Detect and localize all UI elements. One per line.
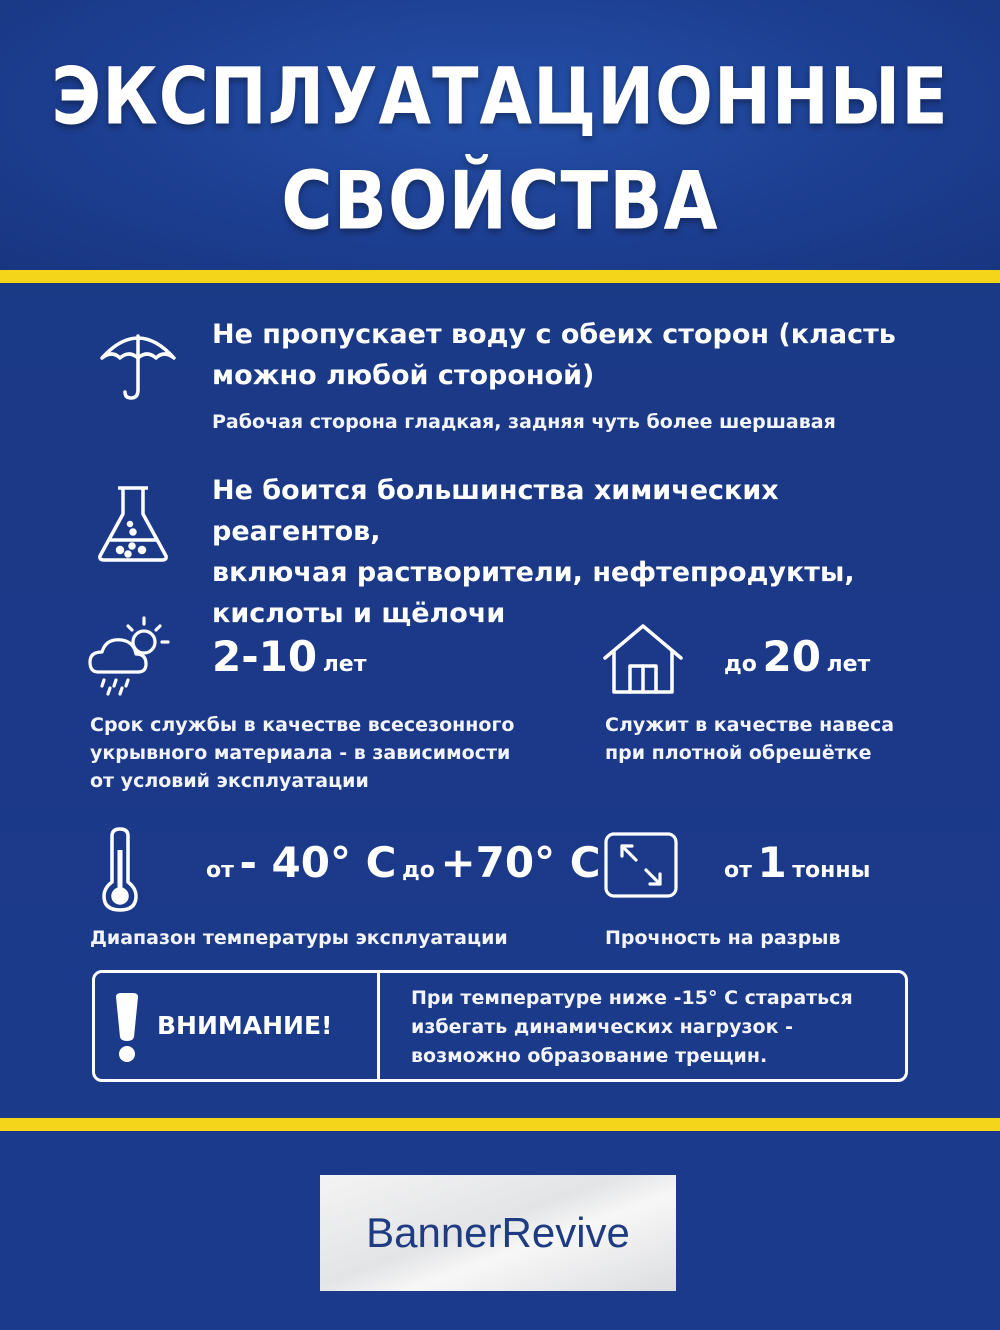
warning-text-line1: При температуре ниже -15° С стараться [411, 987, 853, 1009]
feature-water-line1: Не пропускает воду с обеих сторон (класть [212, 319, 896, 350]
weather-icon [88, 612, 172, 696]
canopy-caption [605, 711, 945, 767]
canopy-unit: лет [826, 652, 871, 677]
exclamation-icon [113, 993, 141, 1063]
strength-value [724, 838, 870, 887]
yellow-stripe-bottom [0, 1118, 1000, 1131]
canopy-caption-line1: Служит в качестве навеса [605, 714, 895, 736]
strength-unit: тонны [792, 858, 871, 883]
brand-logo-text: BannerRevive [366, 1209, 630, 1256]
yellow-stripe-top [0, 270, 1000, 283]
temperature-max: +70° С [440, 838, 601, 887]
feature-chemicals-line1: Не боится большинства химических реагентов, [212, 475, 779, 547]
canopy-value [724, 632, 870, 681]
service-life-caption-line1: Срок службы в качестве всесезонного [90, 714, 515, 736]
temperature-min: - 40° С [239, 838, 397, 887]
feature-chemicals [212, 470, 952, 634]
service-life-unit: лет [322, 652, 367, 677]
umbrella-icon [98, 322, 178, 402]
temperature-to-label: до [401, 858, 435, 883]
warning-box [92, 970, 908, 1082]
warning-text-line3: возможно образование трещин. [411, 1045, 768, 1067]
strength-number: 1 [757, 838, 787, 887]
temperature-value [206, 838, 601, 887]
temperature-from-label: от [206, 858, 234, 883]
strength-caption: Прочность на разрыв [605, 927, 841, 949]
title-line-1: ЭКСПЛУАТАЦИОННЫЕ [51, 52, 949, 143]
warning-text-line2: избегать динамических нагрузок - [411, 1016, 793, 1038]
stretch-arrows-icon [604, 832, 678, 898]
house-icon [602, 622, 684, 696]
canopy-caption-line2: при плотной обрешётке [605, 742, 872, 764]
brand-logo-banner [320, 1175, 676, 1291]
feature-chemicals-line2: включая растворители, нефтепродукты, [212, 557, 855, 588]
canopy-prefix: до [724, 652, 757, 677]
warning-text [411, 984, 901, 1071]
service-life-caption [90, 711, 560, 795]
canopy-number: 20 [762, 632, 821, 681]
feature-water [212, 314, 912, 396]
feature-water-line2: можно любой стороной) [212, 360, 595, 391]
service-life-number: 2-10 [212, 632, 318, 681]
warning-label: ВНИМАНИЕ! [157, 1011, 333, 1040]
title-line-2: СВОЙСТВА [281, 153, 719, 249]
temperature-caption: Диапазон температуры эксплуатации [90, 927, 508, 949]
feature-water-note: Рабочая сторона гладкая, задняя чуть более шершавая [212, 411, 836, 433]
feature-chemicals-line3: кислоты и щёлочи [212, 598, 506, 629]
service-life-caption-line3: от условий эксплуатации [90, 770, 369, 792]
header [0, 0, 1000, 270]
flask-icon [96, 484, 170, 564]
service-life-value [212, 632, 366, 681]
thermometer-icon [100, 826, 140, 912]
warning-divider [377, 973, 380, 1079]
strength-prefix: от [724, 858, 752, 883]
service-life-caption-line2: укрывного материала - в зависимости [90, 742, 511, 764]
